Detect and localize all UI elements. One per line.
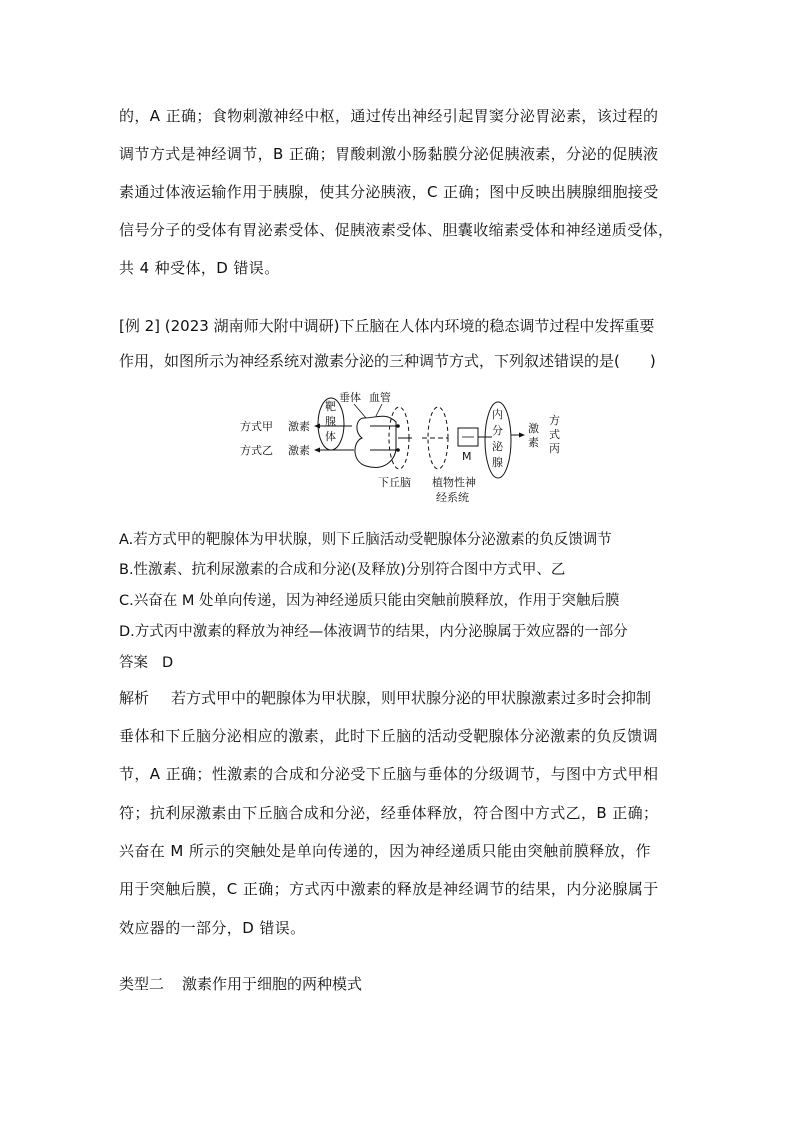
- analysis-line: 节，A 正确；性激素的合成和分泌受下丘脑与垂体的分级调节，与图中方式甲相: [119, 765, 659, 783]
- prev-analysis-line: 信号分子的受体有胃泌素受体、促胰液素受体、胆囊收缩素受体和神经递质受体，: [119, 221, 674, 239]
- hormone-b-label: 激素: [288, 444, 310, 457]
- target-gland-char: 体: [325, 430, 336, 443]
- hypothalamus-label: 下丘脑: [378, 476, 411, 489]
- neuron-b-dot: [396, 448, 400, 452]
- analysis-line: 效应器的一部分，D 错误。: [119, 919, 306, 937]
- target-gland-char: 靶: [325, 400, 336, 413]
- endocrine-gland-char: 分: [492, 424, 503, 437]
- analysis-label: 解析: [119, 689, 150, 707]
- autonomic-label-line1: 植物性神: [432, 476, 476, 489]
- regulation-diagram: [236, 388, 566, 508]
- mode-c-char: 丙: [549, 442, 560, 455]
- synapse-label: M: [462, 450, 472, 463]
- question-line: [例 2] (2023 湖南师大附中调研)下丘脑在人体内环境的稳态调节过程中发挥重要: [119, 317, 655, 335]
- mode-b-label: 方式乙: [240, 444, 273, 457]
- analysis-line: 垂体和下丘脑分泌相应的激素，此时下丘脑的活动受靶腺体分泌激素的负反馈调: [119, 727, 659, 745]
- blood-vessel-label: 血管: [369, 391, 391, 404]
- mode-c-char: 式: [549, 428, 560, 441]
- analysis-line: 符；抗利尿激素由下丘脑合成和分泌，经垂体释放，符合图中方式乙，B 正确；: [119, 804, 659, 822]
- hypothalamus-outline: [355, 416, 396, 467]
- answer-label: 答案: [119, 655, 148, 671]
- section-heading: [119, 976, 679, 992]
- hormone-a-label: 激素: [288, 420, 310, 433]
- section-title: 激素作用于细胞的两种模式: [182, 975, 363, 993]
- mode-c-char: 方: [549, 414, 560, 427]
- hormone-c-char: 激: [528, 422, 539, 435]
- neuron-a-dot: [396, 424, 400, 428]
- prev-analysis-line: 的，A 正确；食物刺激神经中枢，通过传出神经引起胃窦分泌胃泌素，该过程的: [119, 107, 659, 125]
- endocrine-gland-char: 腺: [492, 456, 503, 469]
- analysis-text: 若方式甲中的靶腺体为甲状腺，则甲状腺分泌的甲状腺激素过多时会抑制: [171, 689, 652, 707]
- mode-a-label: 方式甲: [240, 420, 273, 433]
- analysis-first-line: [119, 690, 651, 706]
- endocrine-gland-char: 泌: [492, 440, 503, 453]
- endocrine-gland-char: 内: [492, 408, 503, 421]
- prev-analysis-line: 调节方式是神经调节，B 正确；胃酸刺激小肠黏膜分泌促胰液素，分泌的促胰液: [119, 145, 659, 163]
- analysis-line: 兴奋在 M 所示的突触处是单向传递的，因为神经递质只能由突触前膜释放，作: [119, 842, 651, 860]
- answer-row: [119, 655, 173, 671]
- vessel-pointer: [376, 404, 382, 416]
- question-line: 作用，如图所示为神经系统对激素分泌的三种调节方式，下列叙述错误的是( ): [119, 352, 656, 370]
- option-d: D.方式丙中激素的释放为神经—体液调节的结果，内分泌腺属于效应器的一部分: [119, 624, 628, 640]
- option-b: B.性激素、抗利尿激素的合成和分泌(及释放)分别符合图中方式甲、乙: [119, 562, 566, 578]
- arrow-c-head: [519, 433, 525, 438]
- target-gland-char: 腺: [325, 415, 336, 428]
- answer-value: D: [162, 655, 174, 671]
- prev-analysis-line: 素通过体液运输作用于胰腺，使其分泌胰液，C 正确；图中反映出胰腺细胞接受: [119, 183, 659, 201]
- pituitary-pointer: [354, 404, 366, 418]
- autonomic-label-line2: 经系统: [436, 491, 469, 504]
- arrow-a-head: [314, 424, 320, 429]
- hormone-c-char: 素: [528, 436, 539, 449]
- option-c: C.兴奋在 M 处单向传递，因为神经递质只能由突触前膜释放，作用于突触后膜: [119, 593, 620, 609]
- prev-analysis-line: 共 4 种受体，D 错误。: [119, 259, 280, 277]
- option-a: A.若方式甲的靶腺体为甲状腺，则下丘脑活动受靶腺体分泌激素的负反馈调节: [119, 532, 612, 548]
- arrow-b-head: [314, 448, 320, 453]
- pituitary-label: 垂体: [339, 391, 361, 404]
- analysis-line: 用于突触后膜，C 正确；方式丙中激素的释放是神经调节的结果，内分泌腺属于: [119, 880, 659, 898]
- section-label: 类型二: [119, 975, 165, 993]
